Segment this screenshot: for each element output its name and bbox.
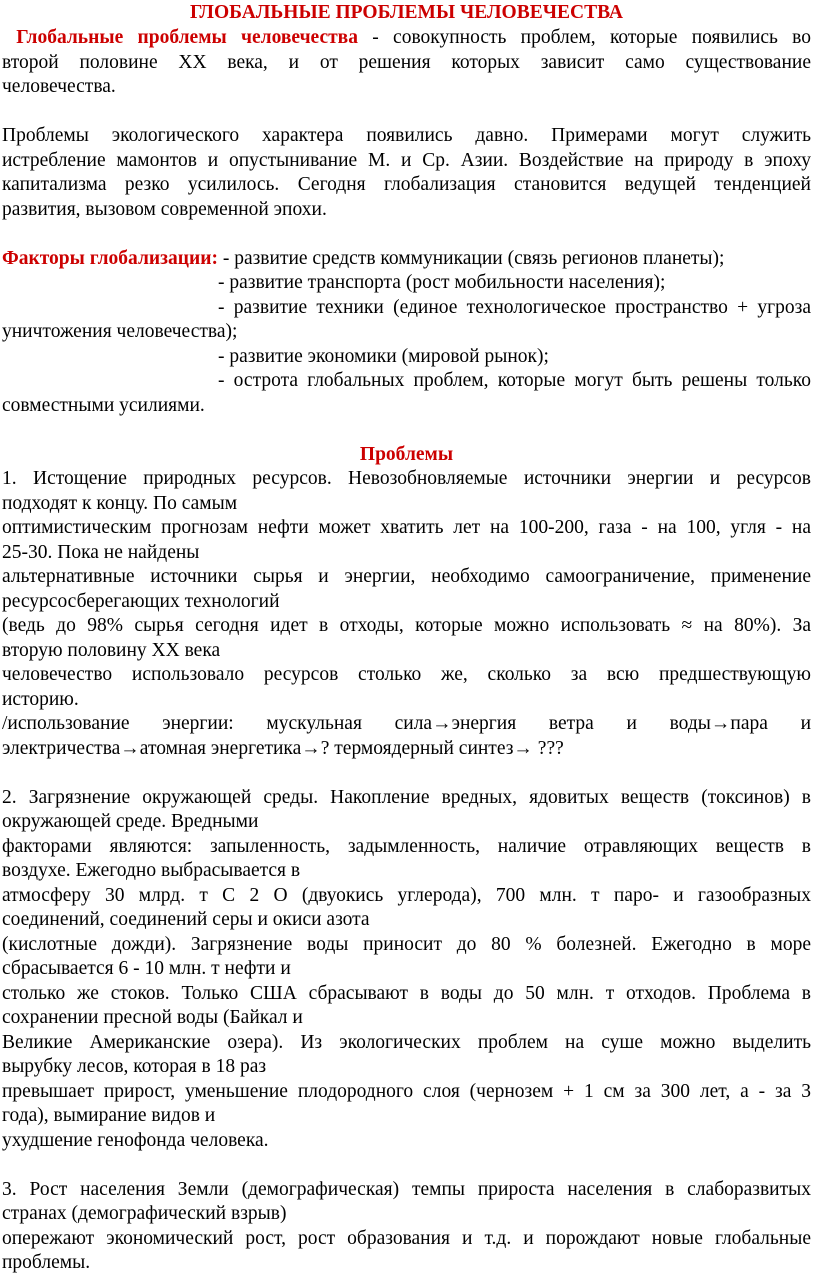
intro-term: Глобальные проблемы человечества bbox=[16, 27, 358, 48]
p2-line-3: факторами являются: запыленность, задымленность, наличие отравляющих веществ в bbox=[2, 835, 811, 857]
factors-label: Факторы глобализации: bbox=[2, 247, 218, 269]
factor-1 bbox=[2, 247, 811, 272]
p2-line-8: сбрасывается 6 - 10 млн. т нефти и bbox=[2, 958, 291, 979]
p2-line-4: воздухе. Ежегодно выбрасывается в bbox=[2, 860, 301, 881]
p2-line-14: года), вымирание видов и bbox=[2, 1105, 216, 1126]
intro-line-3: человечества. bbox=[2, 76, 116, 97]
p1-line-5: альтернативные источники сырья и энергии, необходимо самоограничение, применение bbox=[2, 566, 811, 587]
problem-2 bbox=[2, 786, 811, 1154]
intro-line-1-text: - совокупность проблем, которые появились во bbox=[357, 27, 811, 48]
factor-4: - развитие экономики (мировой рынок); bbox=[218, 345, 549, 367]
factor-1-text: - развитие средств коммуникации (связь регионов планеты); bbox=[217, 247, 725, 269]
p2-line-10: сохранении пресной воды (Байкал и bbox=[2, 1007, 303, 1028]
p1-line-11: /использование энергии: мускульная сила→энергия ветра и воды→пара и bbox=[2, 713, 811, 734]
p1-line-6: ресурсосберегающих технологий bbox=[2, 590, 280, 612]
p1-line-4: 25-30. Пока не найдены bbox=[2, 541, 200, 563]
p3-line-3: опережают экономический рост, рост образования и т.д. и порождают новые глобальные bbox=[2, 1227, 811, 1249]
p2-line-12: вырубку лесов, которая в 18 раз bbox=[2, 1056, 267, 1077]
eco-paragraph bbox=[2, 124, 811, 222]
p2-line-1: 2. Загрязнение окружающей среды. Накопление вредных, ядовитых веществ (токсинов) в bbox=[2, 786, 811, 808]
p1-line-3: оптимистическим прогнозам нефти может хватить лет на 100-200, газа - на 100, угля - на bbox=[2, 517, 811, 538]
factor-5-line-2: совместными усилиями. bbox=[2, 394, 205, 416]
p2-line-6: соединений, соединений серы и окиси азота bbox=[2, 909, 370, 930]
eco-line-3: капитализма резко усилилось. Сегодня глобализация становится ведущей тенденцией bbox=[2, 174, 811, 195]
p1-line-8: вторую половину XX века bbox=[2, 639, 221, 661]
p2-line-7: (кислотные дожди). Загрязнение воды приносит до 80 % болезней. Ежегодно в море bbox=[2, 933, 811, 955]
p3-line-1: 3. Рост населения Земли (демографическая) темпы прироста населения в слаборазвитых bbox=[2, 1178, 811, 1200]
p3-line-2: странах (демографический взрыв) bbox=[2, 1203, 287, 1224]
eco-line-4: развития, вызовом современной эпохи. bbox=[2, 198, 327, 220]
problem-3 bbox=[2, 1178, 811, 1276]
problems-heading: Проблемы bbox=[359, 443, 454, 465]
p3-line-4: проблемы. bbox=[2, 1252, 91, 1273]
p2-line-9: столько же стоков. Только США сбрасывают в воды до 50 млн. т отходов. Проблема в bbox=[2, 982, 811, 1004]
p1-line-7: (ведь до 98% сырья сегодня идет в отходы, которые можно использовать ≈ на 80%). За bbox=[2, 615, 811, 636]
factor-5-line-1: - острота глобальных проблем, которые могут быть решены только bbox=[218, 370, 811, 391]
intro-paragraph bbox=[2, 26, 811, 100]
factors-section bbox=[2, 247, 811, 419]
problem-1 bbox=[2, 467, 811, 761]
factor-3-line-1: - развитие техники (единое технологическое пространство + угроза bbox=[218, 296, 811, 318]
p2-line-13: превышает прирост, уменьшение плодородного слоя (чернозем + 1 см за 300 лет, а - за 3 bbox=[2, 1080, 811, 1102]
p2-line-2: окружающей среде. Вредными bbox=[2, 811, 259, 832]
intro-line-1 bbox=[2, 26, 811, 51]
intro-line-2: второй половине XX века, и от решения которых зависит само существование bbox=[2, 51, 811, 73]
p2-line-5: атмосферу 30 млрд. т С 2 О (двуокись углерода), 700 млн. т паро- и газообразных bbox=[2, 884, 811, 906]
p1-line-9: человечество использовало ресурсов столько же, сколько за всю предшествующую bbox=[2, 664, 811, 685]
p1-line-10: историю. bbox=[2, 688, 79, 710]
p1-line-2: подходят к концу. По самым bbox=[2, 492, 238, 514]
p1-line-12: электричества→атомная энергетика→? термоядерный синтез→ ??? bbox=[2, 737, 564, 759]
factor-3-line-2: уничтожения человечества); bbox=[2, 321, 238, 342]
p2-line-11: Великие Американские озера). Из экологических проблем на суше можно выделить bbox=[2, 1031, 811, 1053]
document-title: ГЛОБАЛЬНЫЕ ПРОБЛЕМЫ ЧЕЛОВЕЧЕСТВА bbox=[189, 2, 624, 23]
eco-line-1: Проблемы экологического характера появились давно. Примерами могут служить bbox=[2, 125, 811, 146]
eco-line-2: истребление мамонтов и опустынивание М. и Ср. Азии. Воздействие на природу в эпоху bbox=[2, 149, 811, 171]
p2-line-15: ухудшение генофонда человека. bbox=[2, 1129, 269, 1151]
factor-2: - развитие транспорта (рост мобильности населения); bbox=[218, 272, 666, 293]
p1-line-1: 1. Истощение природных ресурсов. Невозобновляемые источники энергии и ресурсов bbox=[2, 468, 811, 489]
